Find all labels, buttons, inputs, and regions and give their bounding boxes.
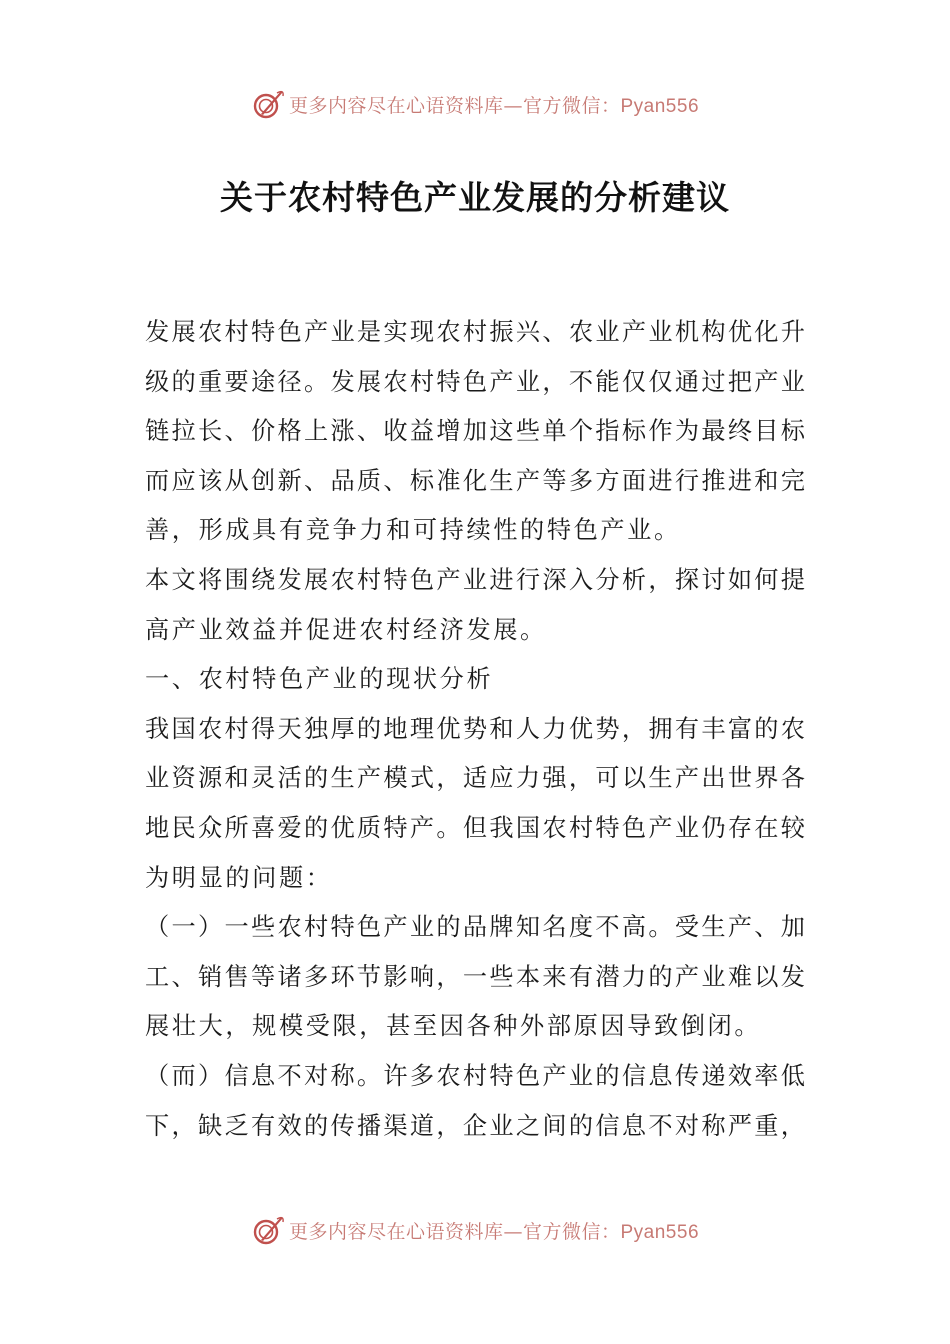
text-line: 一、农村特色产业的现状分析 bbox=[145, 665, 494, 694]
text-line: 业资源和灵活的生产模式，适应力强，可以生产出世界各 bbox=[145, 764, 805, 793]
text-line: 级的重要途径。发展农村特色产业，不能仅仅通过把产业 bbox=[145, 367, 805, 396]
header-watermark bbox=[0, 84, 950, 124]
text-line: 展壮大，规模受限，甚至因各种外部原因导致倒闭。 bbox=[145, 1012, 762, 1041]
footer-watermark bbox=[0, 1210, 950, 1250]
watermark-text: 更多内容尽在心语资料库—官方微信：Pyan556 bbox=[288, 1220, 700, 1243]
text-line: 工、销售等诸多环节影响，一些本来有潜力的产业难以发 bbox=[145, 962, 805, 991]
document-body bbox=[145, 308, 805, 1151]
document-title: 关于农村特色产业发展的分析建议 bbox=[220, 178, 730, 217]
text-line: （而）信息不对称。许多农村特色产业的信息传递效率低 bbox=[145, 1061, 805, 1090]
watermark-text: 更多内容尽在心语资料库—官方微信：Pyan556 bbox=[288, 94, 700, 117]
text-line: 而应该从创新、品质、标准化生产等多方面进行推进和完 bbox=[145, 466, 805, 495]
text-line: 下，缺乏有效的传播渠道，企业之间的信息不对称严重， bbox=[145, 1111, 805, 1140]
text-line: 为明显的问题： bbox=[145, 863, 333, 892]
wechat-id: Pyan556 bbox=[620, 1221, 700, 1243]
text-line: 我国农村得天独厚的地理优势和人力优势，拥有丰富的农 bbox=[145, 714, 805, 743]
quill-circle-icon bbox=[251, 87, 285, 121]
text-line: 地民众所喜爱的优质特产。但我国农村特色产业仍存在较 bbox=[145, 813, 805, 842]
wechat-id: Pyan556 bbox=[620, 95, 700, 117]
text-line: 善，形成具有竞争力和可持续性的特色产业。 bbox=[145, 516, 681, 545]
text-line: 高产业效益并促进农村经济发展。 bbox=[145, 615, 547, 644]
text-line: 本文将围绕发展农村特色产业进行深入分析，探讨如何提 bbox=[145, 565, 805, 594]
text-line: 发展农村特色产业是实现农村振兴、农业产业机构优化升 bbox=[145, 318, 805, 346]
text-line: （一）一些农村特色产业的品牌知名度不高。受生产、加 bbox=[145, 913, 805, 942]
text-line: 链拉长、价格上涨、收益增加这些单个指标作为最终目标 bbox=[145, 417, 805, 446]
quill-circle-icon bbox=[251, 1213, 285, 1247]
